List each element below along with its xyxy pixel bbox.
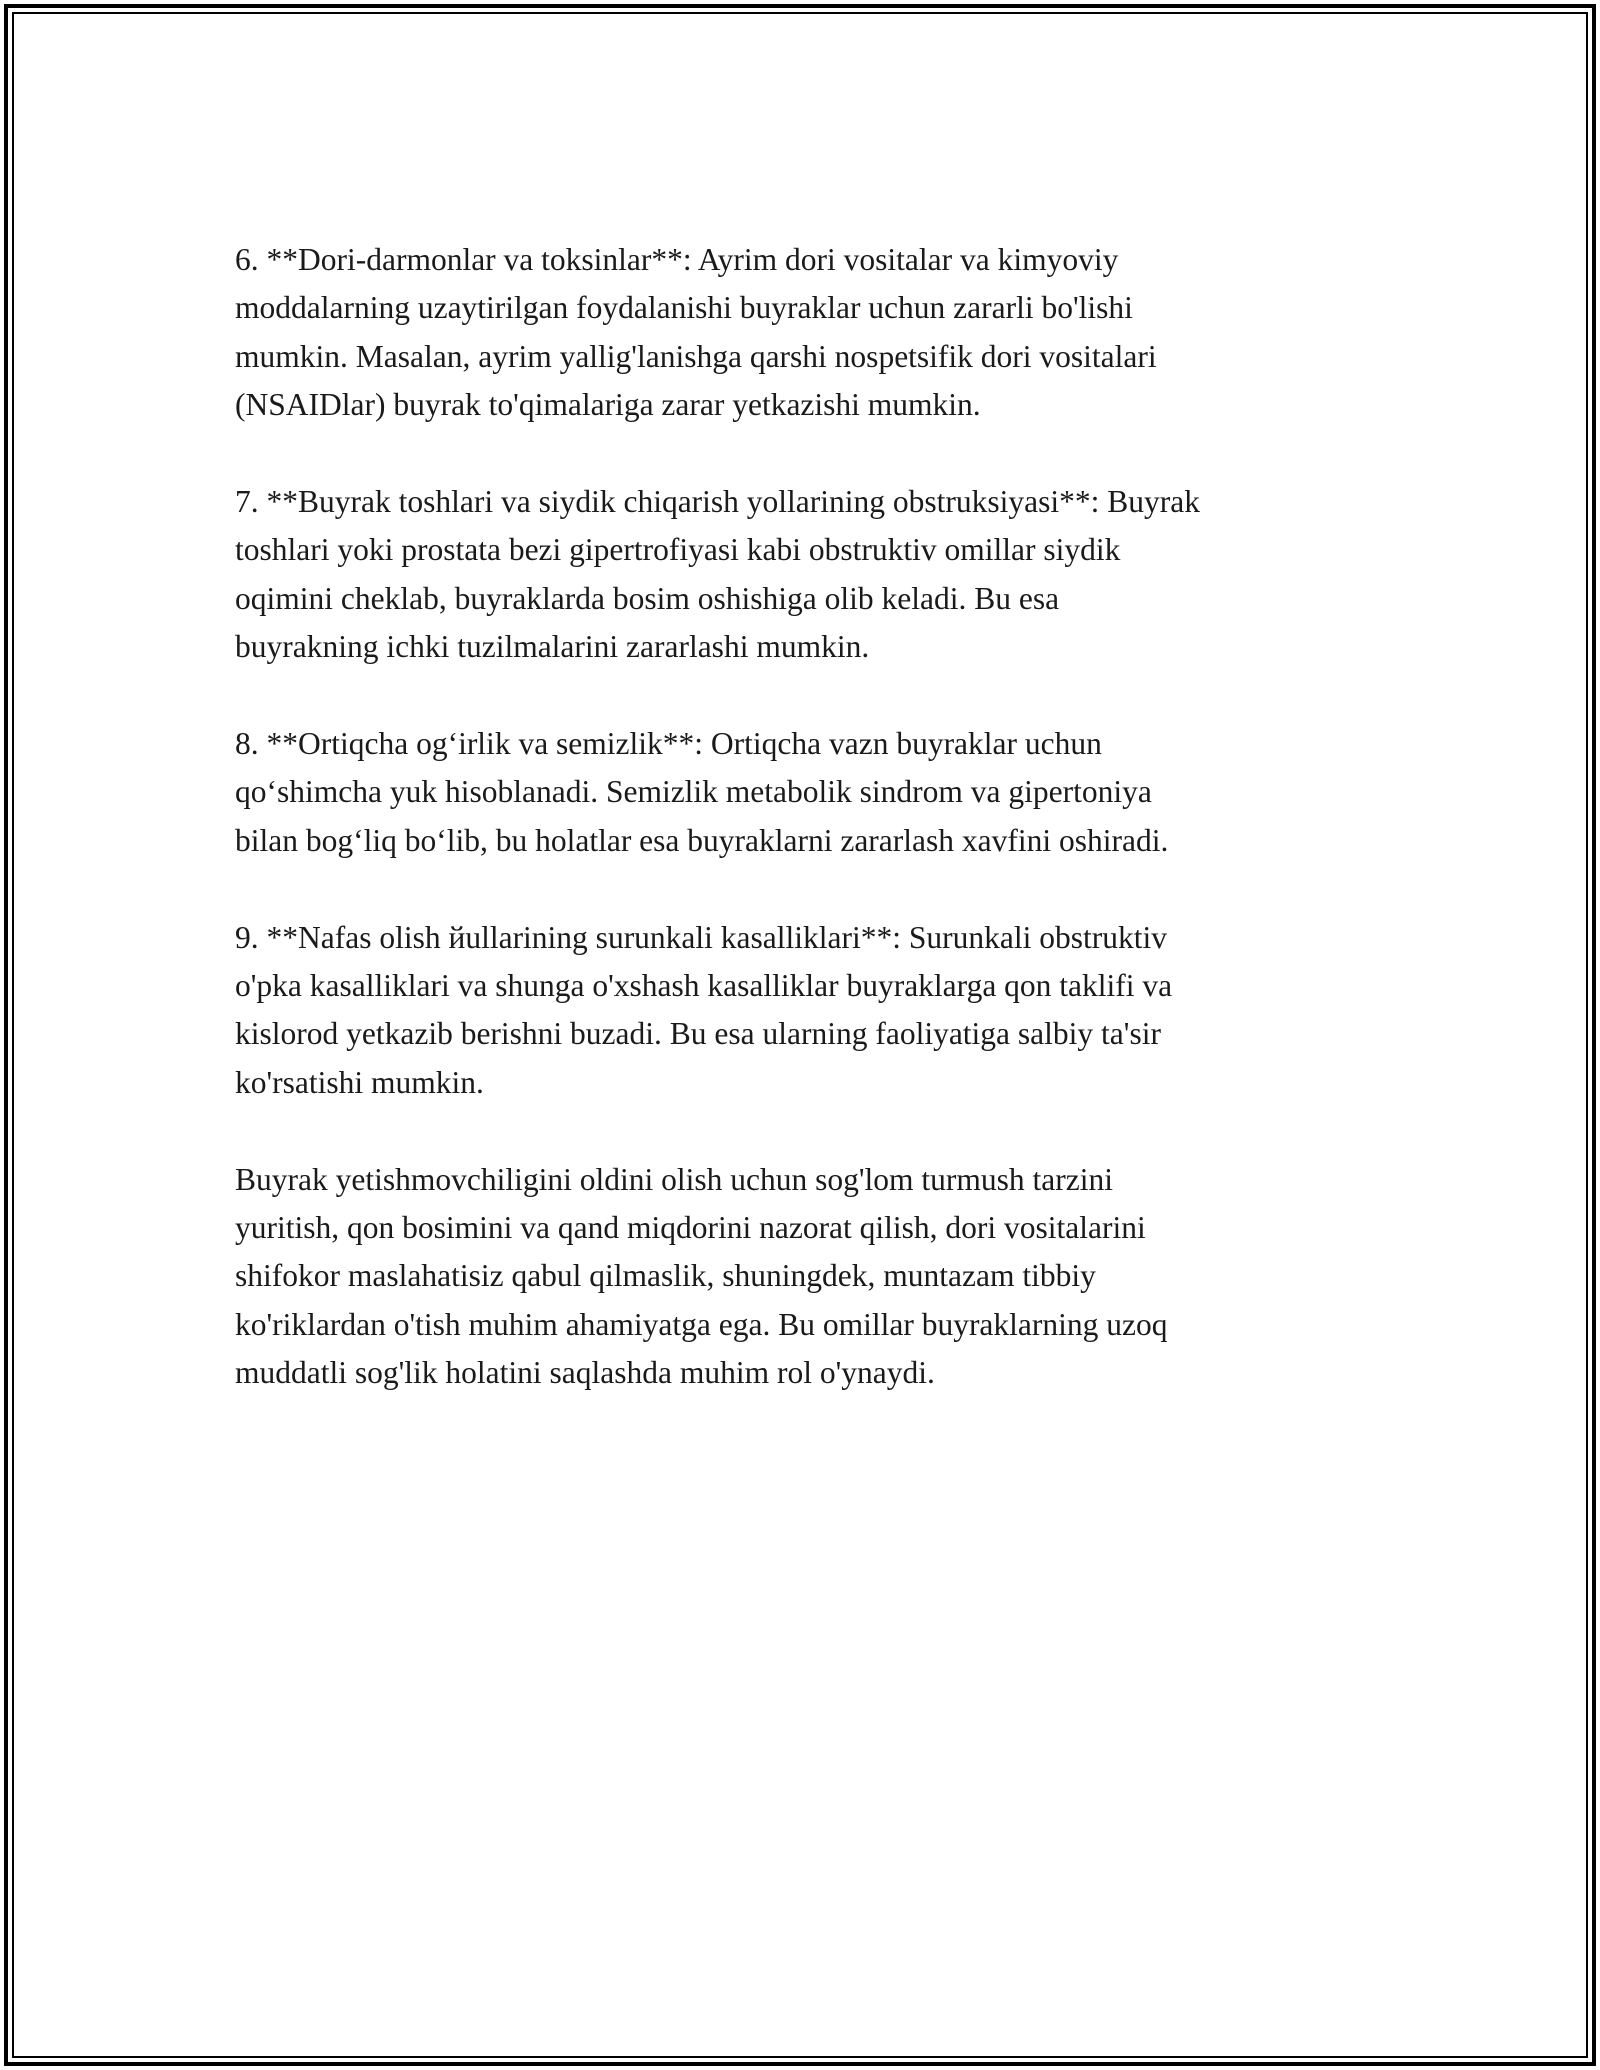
paragraph-item-8: 8. **Ortiqcha og‘irlik va semizlik**: Ortiqcha vazn buyraklar uchun qo‘shimcha yuk hisoblanadi. Semizlik metabolik sindrom va gipertoniya bilan bog‘liq bo‘lib, bu holatlar esa buyraklarni zararlash xavfini oshiradi. — [235, 726, 1169, 858]
paragraph-item-7: 7. **Buyrak toshlari va siydik chiqarish yollarining obstruksiyasi**: Buyrak toshlari yoki prostata bezi gipertrofiyasi kabi obstruktiv omillar siydik oqimini cheklab, buyraklarda bosim oshishiga olib keladi. Bu esa buyrakning ichki tuzilmalarini zararlashi mumkin. — [235, 484, 1201, 665]
document-body — [235, 236, 1395, 1446]
paragraph-conclusion: Buyrak yetishmovchiligini oldini olish uchun sog'lom turmush tarzini yuritish, qon bosimini va qand miqdorini nazorat qilish, dori vositalarini shifokor maslahatisiz qabul qilmaslik, shuningdek, muntazam tibbiy ko'riklardan o'tish muhim ahamiyatga ega. Bu omillar buyraklarning uzoq muddatli sog'lik holatini saqlashda muhim rol o'ynaydi. — [235, 1161, 1168, 1391]
paragraph-item-9: 9. **Nafas olish йullarining surunkali kasalliklari**: Surunkali obstruktiv o'pka kasalliklari va shunga o'xshash kasalliklar buyraklarga qon taklifi va kislorod yetkazib berishni buzadi. Bu esa ularning faoliyatiga salbiy ta'sir ko'rsatishi mumkin. — [235, 919, 1173, 1100]
paragraph-item-6: 6. **Dori-darmonlar va toksinlar**: Ayrim dori vositalar va kimyoviy moddalarning uzaytirilgan foydalanishi buyraklar uchun zararli bo'lishi mumkin. Masalan, ayrim yallig'lanishga qarshi nospetsifik dori vositalari (NSAIDlar) buyrak to'qimalariga zarar yetkazishi mumkin. — [235, 242, 1157, 423]
